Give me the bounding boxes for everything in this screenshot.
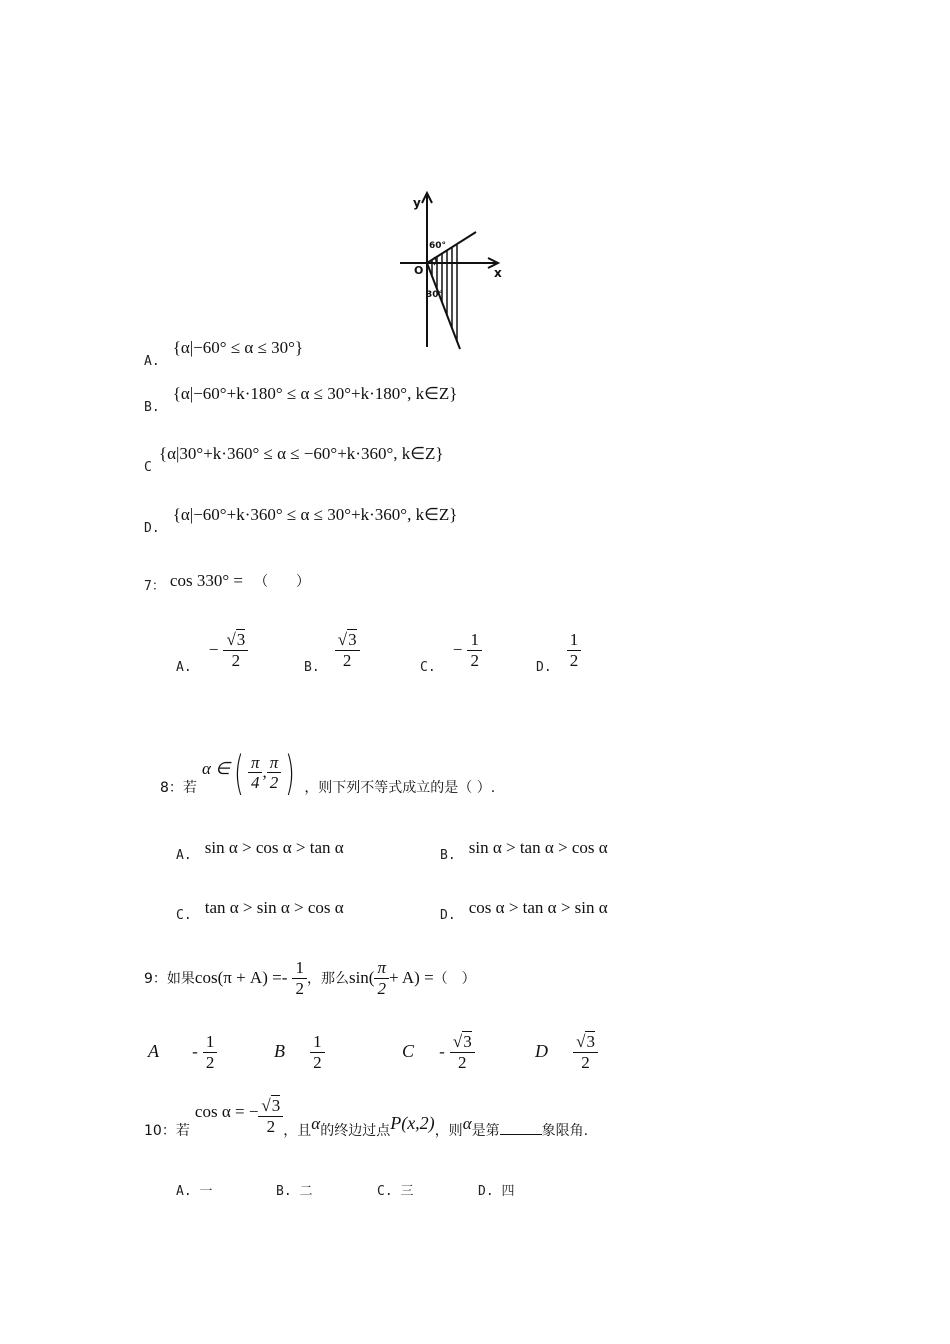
- option-fraction: [223, 630, 248, 671]
- q6-option-a: [144, 338, 304, 369]
- fraction-numerator: π: [248, 753, 263, 774]
- fraction-denominator: 2: [569, 650, 579, 670]
- question-text: ，则下列不等式成立的是（ ）.: [304, 779, 496, 796]
- interval-start: [248, 753, 263, 794]
- option-fraction: [567, 630, 582, 671]
- interval-end: [267, 753, 282, 794]
- x-axis-label: x: [494, 266, 502, 280]
- q7-option-d: [536, 630, 581, 675]
- fraction-numerator: √3: [335, 630, 360, 651]
- fraction-denominator: 2: [205, 1052, 215, 1072]
- fraction-numerator: 1: [467, 630, 482, 651]
- condition-expression: cos α = −: [194, 1101, 259, 1121]
- option-expression: {α|−60°+k·180° ≤ α ≤ 30°+k·180°, k∈Z}: [172, 384, 458, 403]
- fraction-numerator: 1: [310, 1032, 325, 1053]
- question-text: ，那么: [306, 970, 349, 987]
- fraction-denominator: 2: [266, 1116, 276, 1136]
- q9-stem: [144, 958, 476, 999]
- option-d: D. 四: [478, 1184, 515, 1199]
- option-sign: -: [439, 1041, 445, 1061]
- option-fraction: [467, 630, 482, 671]
- option-a: A. 一: [176, 1184, 213, 1199]
- target-expression-start: sin(: [348, 967, 375, 987]
- q9-option-d: [535, 1032, 598, 1073]
- angle-label-bottom: 30°: [426, 290, 444, 300]
- option-label: B.: [144, 400, 160, 415]
- question-number: 9：如果: [144, 970, 195, 987]
- fraction-numerator: √3: [258, 1096, 283, 1117]
- question-expression: cos 330° =: [169, 571, 243, 590]
- option-c: C. 三: [377, 1184, 414, 1199]
- option-label: B.: [304, 659, 320, 675]
- alpha-symbol: α: [462, 1113, 472, 1133]
- option-label: C.: [176, 908, 192, 923]
- q9-option-a: [148, 1032, 217, 1073]
- option-expression: {α|−60°+k·360° ≤ α ≤ 30°+k·360°, k∈Z}: [172, 505, 458, 524]
- fraction-numerator: √3: [450, 1032, 475, 1053]
- fraction-denominator: 2: [231, 650, 241, 670]
- fraction-denominator: 4: [250, 773, 260, 793]
- fraction-denominator: 2: [342, 650, 352, 670]
- option-label: A: [148, 1040, 159, 1061]
- question-text: 是第: [471, 1122, 500, 1139]
- q9-option-c: [402, 1032, 475, 1073]
- option-label: A.: [176, 659, 192, 675]
- q7-option-a: [176, 630, 248, 675]
- q8-option-c: [176, 898, 344, 923]
- angle-region-figure: [396, 185, 508, 353]
- fraction-numerator: √3: [223, 630, 248, 651]
- answer-paren: （ ）: [254, 574, 311, 590]
- given-expression: cos(π + A) =-: [194, 967, 288, 987]
- option-sign: −: [452, 639, 463, 659]
- option-expression: {α|−60° ≤ α ≤ 30°}: [172, 338, 304, 357]
- fraction-numerator: 1: [292, 958, 307, 979]
- option-label: B.: [440, 848, 456, 863]
- fraction-numerator: π: [267, 753, 282, 774]
- q8-stem: 8：若 α ∈( $\frac{\pi}{4}$ , $\frac{\pi}{2}$ ) ，则下列不等式成立的是（ ）.: [160, 746, 496, 800]
- option-fraction: [203, 1032, 218, 1073]
- fraction-numerator: 1: [567, 630, 582, 651]
- fraction-denominator: 2: [269, 773, 279, 793]
- q6-option-b: [144, 384, 458, 415]
- q8-option-a: [176, 838, 344, 863]
- answer-blank[interactable]: [500, 1122, 542, 1135]
- fraction-denominator: 2: [458, 1052, 467, 1072]
- q6-option-c: [144, 444, 444, 475]
- question-number: 8：若: [160, 779, 197, 796]
- given-fraction: [292, 958, 307, 999]
- question-text: ，则: [434, 1122, 463, 1139]
- fraction-numerator: 1: [203, 1032, 218, 1053]
- option-label: D: [535, 1040, 548, 1061]
- fraction-denominator: 2: [581, 1052, 590, 1072]
- close-paren: ): [285, 746, 296, 800]
- question-number: 7：: [144, 579, 165, 594]
- answer-paren: （ ）: [433, 970, 476, 987]
- question-number: 10：若: [144, 1122, 190, 1139]
- fraction-denominator: 2: [470, 650, 479, 670]
- origin-label: O: [414, 264, 424, 277]
- option-fraction: [450, 1032, 475, 1073]
- option-label: D.: [440, 908, 456, 923]
- question-text: ，且: [283, 1122, 312, 1139]
- q6-option-d: [144, 505, 458, 536]
- option-label: D.: [144, 521, 160, 536]
- fraction-numerator: √3: [573, 1032, 598, 1053]
- target-fraction: [374, 958, 389, 999]
- option-sign: -: [192, 1041, 198, 1061]
- option-expression: {α|30°+k·360° ≤ α ≤ −60°+k·360°, k∈Z}: [158, 444, 444, 463]
- alpha-symbol: α: [311, 1113, 321, 1133]
- option-b: B. 二: [276, 1184, 313, 1199]
- option-label: A.: [144, 354, 160, 369]
- target-expression-end: + A) =: [388, 967, 434, 987]
- option-label: C: [144, 460, 152, 475]
- fraction-denominator: 2: [377, 978, 386, 998]
- option-label: A.: [176, 848, 192, 863]
- q9-option-b: [274, 1032, 325, 1073]
- q10-options: [176, 1180, 538, 1199]
- question-text: 象限角.: [541, 1122, 589, 1139]
- option-fraction: [310, 1032, 325, 1073]
- option-expression: tan α > sin α > cos α: [204, 898, 344, 917]
- condition-variable: α ∈: [202, 758, 230, 778]
- fraction-numerator: π: [374, 958, 389, 979]
- option-expression: sin α > tan α > cos α: [468, 838, 608, 857]
- point-expression: P(x,2): [390, 1112, 435, 1133]
- angle-label-top: 60°: [429, 241, 447, 251]
- option-fraction: [573, 1032, 598, 1073]
- option-label: D.: [536, 659, 552, 675]
- option-expression: cos α > tan α > sin α: [468, 898, 608, 917]
- option-expression: sin α > cos α > tan α: [204, 838, 344, 857]
- fraction-denominator: 2: [313, 1052, 322, 1072]
- y-axis-label: y: [413, 196, 421, 210]
- option-sign: −: [208, 639, 219, 659]
- condition-fraction: [258, 1096, 283, 1137]
- q8-option-b: [440, 838, 608, 863]
- q7-option-b: [304, 630, 360, 675]
- option-fraction: [335, 630, 360, 671]
- open-paren: (: [234, 746, 244, 800]
- option-label: C.: [420, 659, 436, 675]
- q7-stem: [144, 571, 311, 594]
- option-label: C: [402, 1040, 415, 1061]
- question-text: 的终边过点: [320, 1122, 391, 1139]
- q10-stem: [144, 1096, 588, 1137]
- option-label: B: [274, 1040, 285, 1061]
- fraction-denominator: 2: [295, 978, 304, 998]
- q7-option-c: [420, 630, 482, 675]
- q8-option-d: [440, 898, 608, 923]
